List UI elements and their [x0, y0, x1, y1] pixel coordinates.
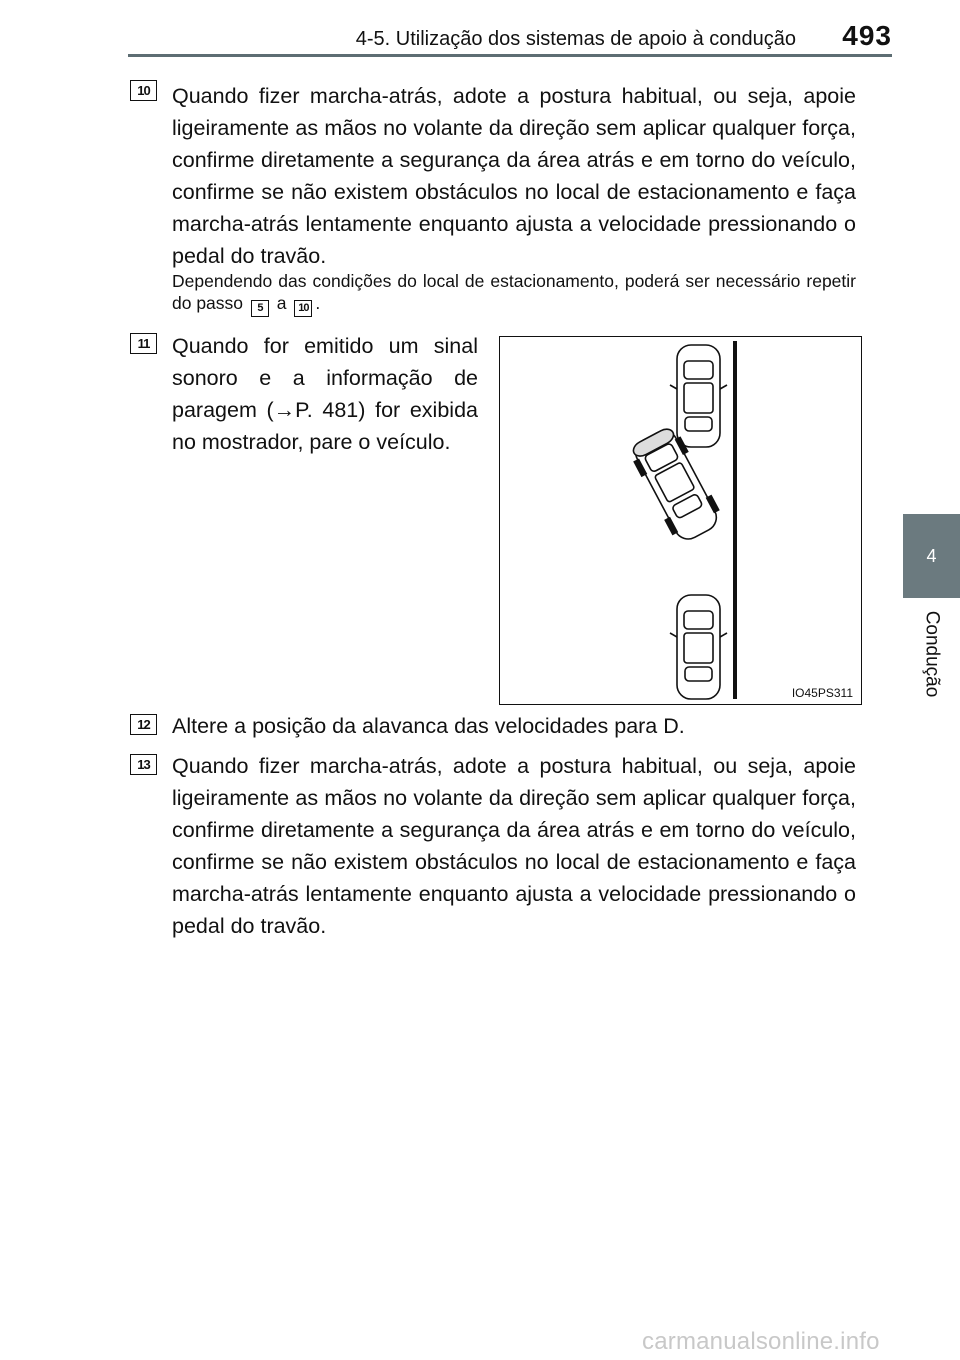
note-end: . — [315, 293, 321, 313]
chapter-number: 4 — [903, 514, 960, 598]
parked-car-icon — [670, 345, 727, 447]
chapter-label-wrap — [903, 598, 960, 710]
note-step-ref-badge: 10 — [294, 300, 312, 317]
figure-code: IO45PS311 — [791, 686, 853, 700]
step-number-badge: 13 — [130, 754, 157, 775]
chapter-label: Condução — [921, 610, 943, 698]
step-text: Quando fizer marcha-atrás, adote a postura habitual, ou seja, apoie ligeiramente as mãos no volante da direção sem aplicar qualquer força, confirme diretamente a segurança da área atrás e em torno do veículo, confirme se não existem obstáculos no local de estacionamento e faça marcha-atrás lentamente enquanto ajusta a velocidade pressionando o pedal do travão. — [172, 84, 856, 268]
step-text: Altere a posição da alavanca das velocidades para D. — [172, 714, 685, 738]
header-divider — [128, 54, 892, 57]
step-number-badge: 12 — [130, 714, 157, 735]
note-text: Dependendo das condições do local de estacionamento, poderá ser necessário repetir do passo — [172, 271, 856, 313]
note-connector: a — [276, 293, 287, 313]
parking-cars-diagram-icon — [500, 337, 861, 704]
chapter-side-tab[interactable] — [903, 0, 960, 1360]
step-text: Quando fizer marcha-atrás, adote a postura habitual, ou seja, apoie ligeiramente as mãos no volante da direção sem aplicar qualquer força, confirme diretamente a segurança da área atrás e em torno do veículo, confirme se não existem obstáculos no local de estacionamento e faça marcha-atrás lentamente enquanto ajusta a velocidade pressionando o pedal do travão. — [172, 754, 856, 938]
step-number-badge: 11 — [130, 333, 157, 354]
step-note — [172, 270, 856, 317]
note-step-ref-badge: 5 — [251, 300, 269, 317]
step-number-badge: 10 — [130, 80, 157, 101]
page-number: 493 — [842, 20, 892, 51]
watermark: carmanualsonline.info — [642, 1328, 880, 1355]
parked-car-icon — [670, 595, 727, 699]
parking-diagram-figure — [499, 336, 862, 705]
section-title: 4-5. Utilização dos sistemas de apoio à condução — [355, 28, 796, 50]
step-text: Quando for emitido um sinal sonoro e a informação de paragem (→P. 481) for exibida no mostrador, pare o veículo. — [172, 334, 478, 454]
